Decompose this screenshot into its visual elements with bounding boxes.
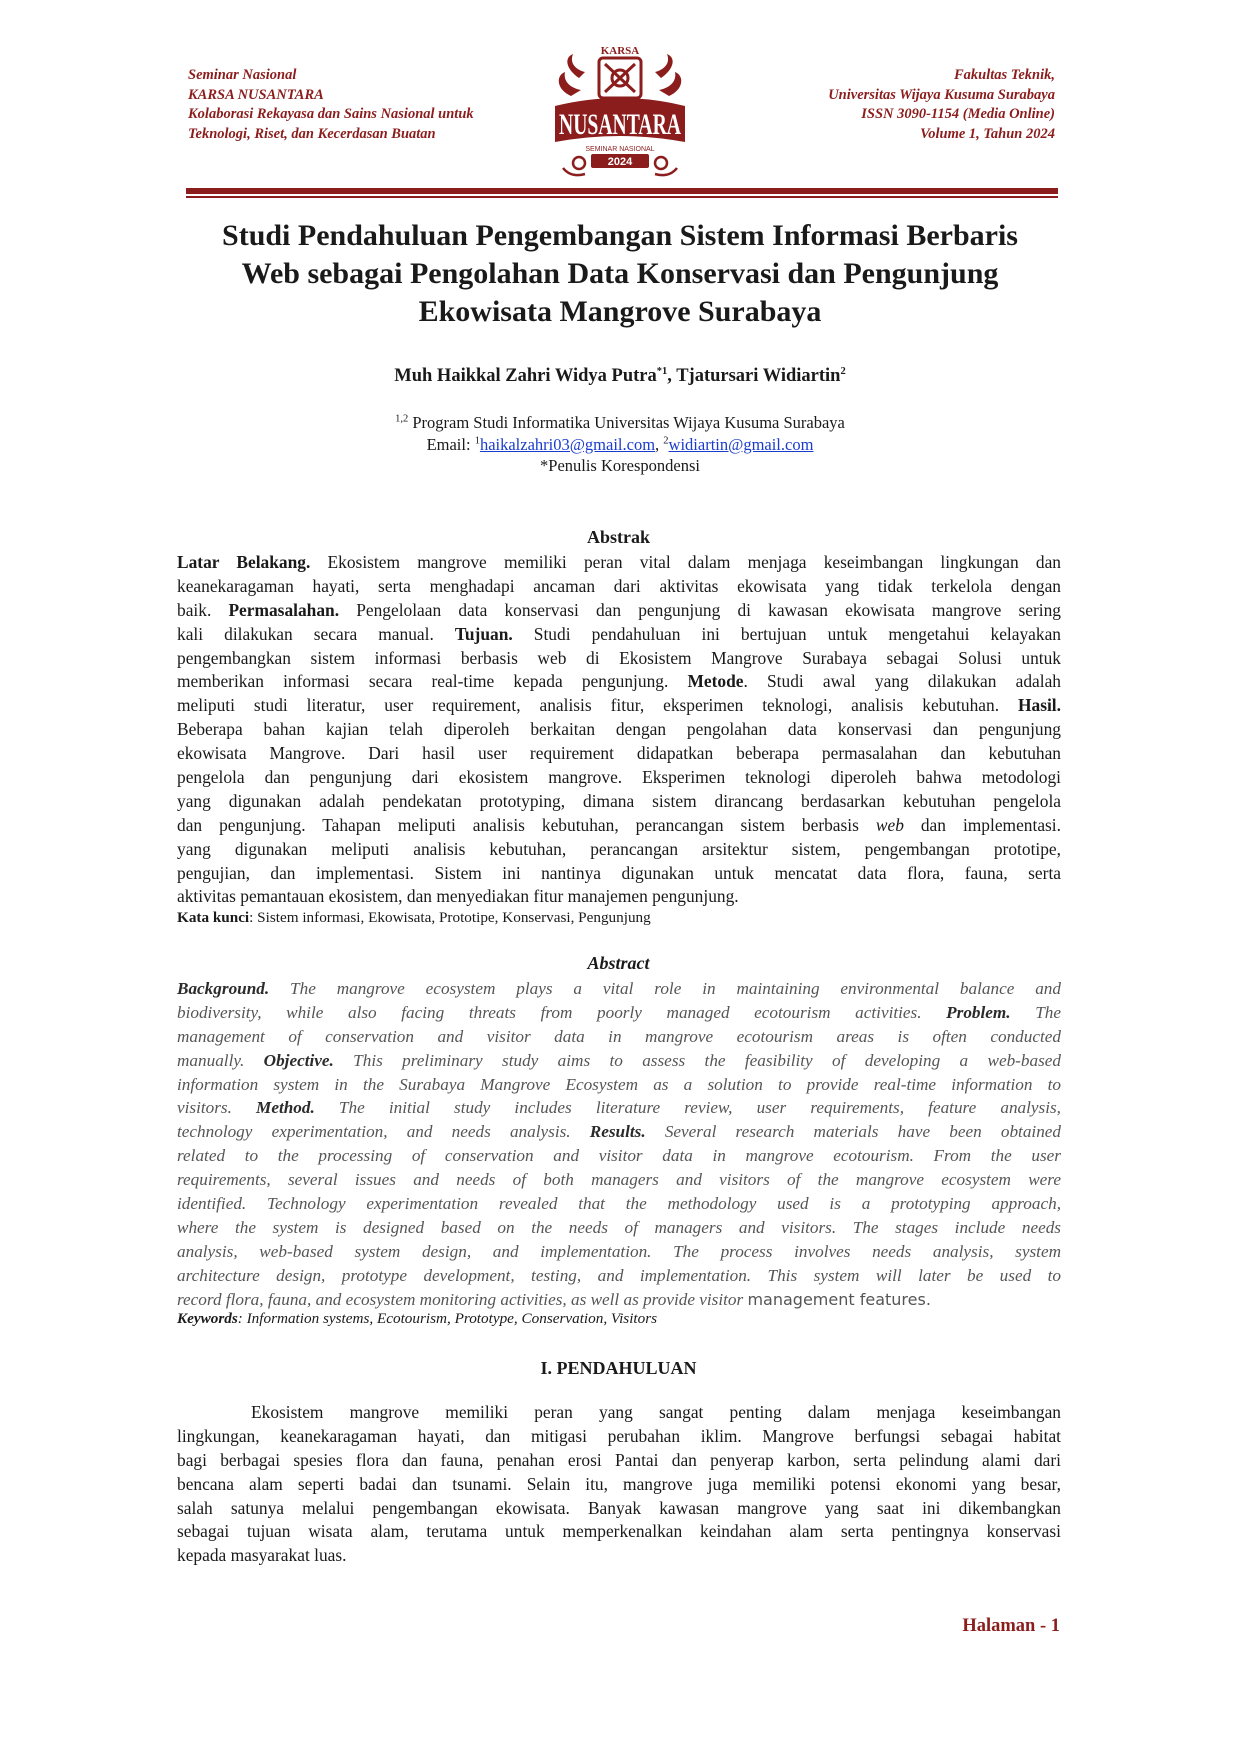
text-segment: technology experimentation, and needs analysis.	[177, 1122, 590, 1142]
text-segment: requirements, several issues and needs of both managers and visitors of the mangrove ecosystem were	[177, 1170, 1061, 1190]
text-line	[177, 885, 1061, 909]
email-label: Email:	[426, 434, 475, 454]
text-segment: salah satunya melalui pengembangan ekowisata. Banyak kawasan mangrove yang saat ini dikembangkan	[177, 1497, 1061, 1518]
abstrak-keywords	[177, 909, 1061, 927]
affiliation	[150, 412, 1090, 477]
text-line	[177, 862, 1061, 886]
text-segment: where the system is designed based on the needs of managers and visitors. The stages include needs	[177, 1217, 1061, 1237]
text-segment: Method.	[256, 1098, 315, 1118]
keywords-text: : Information systems, Ecotourism, Prototype, Conservation, Visitors	[237, 1310, 658, 1327]
header-left-line: KARSA NUSANTARA	[188, 86, 324, 103]
text-segment: . Studi awal yang dilakukan adalah	[743, 671, 1061, 692]
text-segment: yang digunakan meliputi analisis kebutuhan, perancangan arsitektur sistem, pengembangan prototipe,	[177, 838, 1061, 859]
keywords-label: Kata kunci	[177, 909, 250, 926]
text-segment: ekowisata Mangrove. Dari hasil user requirement didapatkan beberapa permasalahan dan kebutuhan	[177, 743, 1061, 764]
text-line	[177, 766, 1061, 790]
header-rule-thick	[186, 188, 1058, 194]
text-line	[177, 1497, 1061, 1521]
section-body	[177, 1401, 1061, 1568]
author-2-sup: 2	[840, 365, 846, 377]
logo-top-text: KARSA	[600, 45, 640, 57]
text-line	[177, 1264, 1061, 1288]
text-segment: meliputi studi literatur, user requirement, analisis fitur, eksperimen teknologi, analisis kebutuhan.	[177, 695, 1018, 716]
text-segment: identified. Technology experimentation revealed that the methodology used is a prototyping approach,	[177, 1194, 1061, 1214]
text-line	[177, 1168, 1061, 1192]
title-line: Web sebagai Pengolahan Data Konservasi dan Pengunjung	[241, 257, 999, 290]
header-right-line: Universitas Wijaya Kusuma Surabaya	[828, 86, 1055, 103]
text-segment: biodiversity, while also facing threats from poorly managed ecotourism activities.	[177, 1002, 947, 1022]
logo-main-text: NUSANTARA	[559, 108, 682, 141]
text-segment: visitors.	[177, 1098, 257, 1118]
text-segment: memberikan informasi secara real-time kepada pengunjung.	[177, 671, 688, 692]
text-segment: dan pengunjung. Tahapan meliputi analisis kebutuhan, perancangan sistem berbasis	[177, 814, 876, 835]
text-segment: management features.	[747, 1289, 931, 1309]
text-line	[177, 1192, 1061, 1216]
text-segment: pengujian, dan implementasi. Sistem ini nantinya digunakan untuk mencatat data flora, fauna, serta	[177, 862, 1061, 883]
text-segment: information system in the Surabaya Mangrove Ecosystem as a solution to provide real-time information to	[177, 1074, 1061, 1094]
text-segment: Tujuan.	[454, 623, 513, 644]
text-segment: Metode	[687, 671, 744, 692]
text-line	[177, 575, 1061, 599]
text-line	[177, 1096, 1061, 1120]
text-segment: Results.	[589, 1122, 646, 1142]
header-left	[188, 66, 548, 144]
section-heading: I. PENDAHULUAN	[540, 1358, 697, 1378]
text-line	[177, 1544, 1061, 1568]
email-1-link[interactable]: haikalzahri03@gmail.com	[479, 434, 656, 454]
title-line: Ekowisata Mangrove Surabaya	[418, 295, 822, 328]
text-line	[177, 1473, 1061, 1497]
logo-year-text: 2024	[607, 156, 633, 168]
corresponding-note: *Penulis Korespondensi	[540, 456, 700, 475]
text-segment: pengembangkan sistem informasi berbasis web di Ekosistem Mangrove Surabaya sebagai Solusi untuk	[177, 647, 1061, 668]
text-segment: architecture design, prototype development, testing, and implementation. This system will later be used to	[177, 1265, 1061, 1285]
email-2-sup: 2	[663, 435, 669, 446]
author-separator: ,	[667, 366, 677, 386]
text-segment: analysis, web-based system design, and implementation. The process involves needs analysis, system	[177, 1241, 1061, 1261]
header-right-line: Fakultas Teknik,	[954, 67, 1055, 83]
text-segment: dan implementasi.	[903, 814, 1061, 835]
text-line	[177, 1001, 1061, 1025]
text-line	[177, 623, 1061, 647]
text-line	[177, 1144, 1061, 1168]
text-segment: keanekaragaman hayati, serta menghadapi ancaman dari aktivitas ekowisata yang tidak terkelola dengan	[177, 575, 1061, 596]
header-right-line: ISSN 3090-1154 (Media Online)	[861, 106, 1055, 122]
header-rule-thin	[186, 196, 1058, 198]
abstract-heading: Abstract	[587, 953, 650, 973]
text-line	[177, 718, 1061, 742]
text-segment: related to the processing of conservation and visitor data in mangrove ecotourism. From the user	[177, 1146, 1061, 1166]
text-segment: Objective.	[263, 1050, 334, 1070]
text-line	[177, 1073, 1061, 1097]
header-left-line: Seminar Nasional	[188, 67, 297, 83]
text-segment: manually.	[177, 1050, 264, 1070]
text-line	[177, 814, 1061, 838]
text-segment: Background.	[177, 979, 270, 998]
header-right	[690, 66, 1055, 144]
author-1-sup: *1	[656, 365, 668, 377]
keywords-label: Keywords	[177, 1310, 238, 1327]
text-line	[177, 790, 1061, 814]
text-segment: Pengelolaan data konservasi dan pengunjung di kawasan ekowisata mangrove sering	[339, 599, 1061, 620]
logo-sub-text: SEMINAR NASIONAL	[585, 146, 655, 153]
text-segment: Ekosistem mangrove memiliki peran yang sangat penting dalam menjaga keseimbangan	[251, 1402, 1061, 1422]
text-segment: The	[1010, 1002, 1061, 1022]
abstrak-body	[177, 551, 1061, 909]
author-1: Muh Haikkal Zahri Widya Putra	[394, 366, 657, 386]
text-segment: management of conservation and visitor data in mangrove ecotourism areas is often conducted	[177, 1026, 1061, 1046]
text-line	[177, 1520, 1061, 1544]
text-segment: Several research materials have been obtained	[645, 1122, 1062, 1142]
text-segment: Latar Belakang.	[177, 552, 311, 572]
text-segment: Ekosistem mangrove memiliki peran vital dalam menjaga keseimbangan lingkungan dan	[310, 552, 1061, 572]
text-segment: Problem.	[946, 1002, 1011, 1022]
text-line	[177, 1401, 1061, 1425]
email-2-link[interactable]: widiartin@gmail.com	[668, 434, 814, 454]
text-line	[177, 742, 1061, 766]
text-segment: bencana alam seperti badai dan tsunami. Selain itu, mangrove juga memiliki potensi ekonomi yang besar,	[177, 1473, 1061, 1494]
text-segment: yang digunakan adalah pendekatan prototyping, dimana sistem dirancang berdasarkan kebutuhan pengelola	[177, 790, 1061, 811]
text-segment: Hasil.	[1017, 695, 1061, 716]
text-line	[177, 599, 1061, 623]
author-2: Tjatursari Widiartin	[676, 366, 841, 386]
text-segment: Permasalahan.	[228, 599, 340, 620]
affiliation-sup: 1,2	[395, 413, 409, 425]
text-segment: This preliminary study aims to assess the feasibility of developing a web-based	[333, 1050, 1061, 1070]
paper-title	[150, 217, 1090, 331]
authors	[150, 366, 1090, 387]
text-segment: pengelola dan pengunjung dari ekosistem mangrove. Eksperimen teknologi diperoleh bahwa metodologi	[177, 767, 1061, 788]
text-segment: record flora, fauna, and ecosystem monitoring activities, as well as provide visitor	[177, 1289, 748, 1309]
text-line	[177, 1425, 1061, 1449]
text-segment: baik.	[177, 599, 229, 620]
text-line	[177, 1449, 1061, 1473]
header-right-line: Volume 1, Tahun 2024	[920, 125, 1055, 142]
text-line	[177, 647, 1061, 671]
page-number: Halaman - 1	[962, 1616, 1060, 1636]
text-line	[177, 694, 1061, 718]
text-line	[177, 1288, 1061, 1312]
text-segment: The mangrove ecosystem plays a vital role in maintaining environmental balance and	[269, 979, 1061, 998]
text-segment: Studi pendahuluan ini bertujuan untuk mengetahui kelayakan	[512, 623, 1062, 644]
title-line: Studi Pendahuluan Pengembangan Sistem Informasi Berbaris	[222, 219, 1018, 252]
text-segment: kali dilakukan secara manual.	[177, 623, 455, 644]
header-left-line: Teknologi, Riset, dan Kecerdasan Buatan	[188, 125, 436, 142]
text-line	[177, 1120, 1061, 1144]
text-segment: sebagai tujuan wisata alam, terutama untuk memperkenalkan keindahan alam serta pentingnya konservasi	[177, 1521, 1061, 1542]
text-line	[177, 1025, 1061, 1049]
text-line	[177, 1049, 1061, 1073]
affiliation-program: Program Studi Informatika Universitas Wijaya Kusuma Surabaya	[408, 413, 845, 432]
text-line	[177, 977, 1061, 1001]
text-line	[177, 670, 1061, 694]
text-segment: aktivitas pemantauan ekosistem, dan menyediakan fitur manajemen pengunjung.	[177, 886, 739, 907]
header-left-line: Kolaborasi Rekayasa dan Sains Nasional untuk	[188, 106, 474, 122]
text-line	[177, 1240, 1061, 1264]
email-separator: ,	[655, 434, 664, 454]
text-segment: lingkungan, keanekaragaman hayati, dan mitigasi perubahan iklim. Mangrove berfungsi sebagai habitat	[177, 1425, 1061, 1446]
text-line	[177, 551, 1061, 575]
abstract-keywords	[177, 1310, 1061, 1328]
text-line	[177, 1216, 1061, 1240]
text-segment: bagi berbagai spesies flora dan fauna, penahan erosi Pantai dan penyerap karbon, serta pelindung alami dari	[177, 1449, 1061, 1470]
karsa-nusantara-logo	[549, 42, 691, 182]
keywords-text: : Sistem informasi, Ekowisata, Prototipe, Konservasi, Pengunjung	[249, 909, 651, 926]
abstrak-heading: Abstrak	[586, 527, 650, 547]
text-segment: kepada masyarakat luas.	[177, 1545, 347, 1566]
text-line	[177, 838, 1061, 862]
text-segment: The initial study includes literature review, user requirements, feature analysis,	[314, 1098, 1061, 1118]
email-1-sup: 1	[474, 435, 480, 446]
text-segment: web	[875, 814, 904, 835]
text-segment: Beberapa bahan kajian telah diperoleh berkaitan dengan pengolahan data konservasi dan pengunjung	[177, 719, 1061, 740]
abstract-body	[177, 977, 1061, 1311]
